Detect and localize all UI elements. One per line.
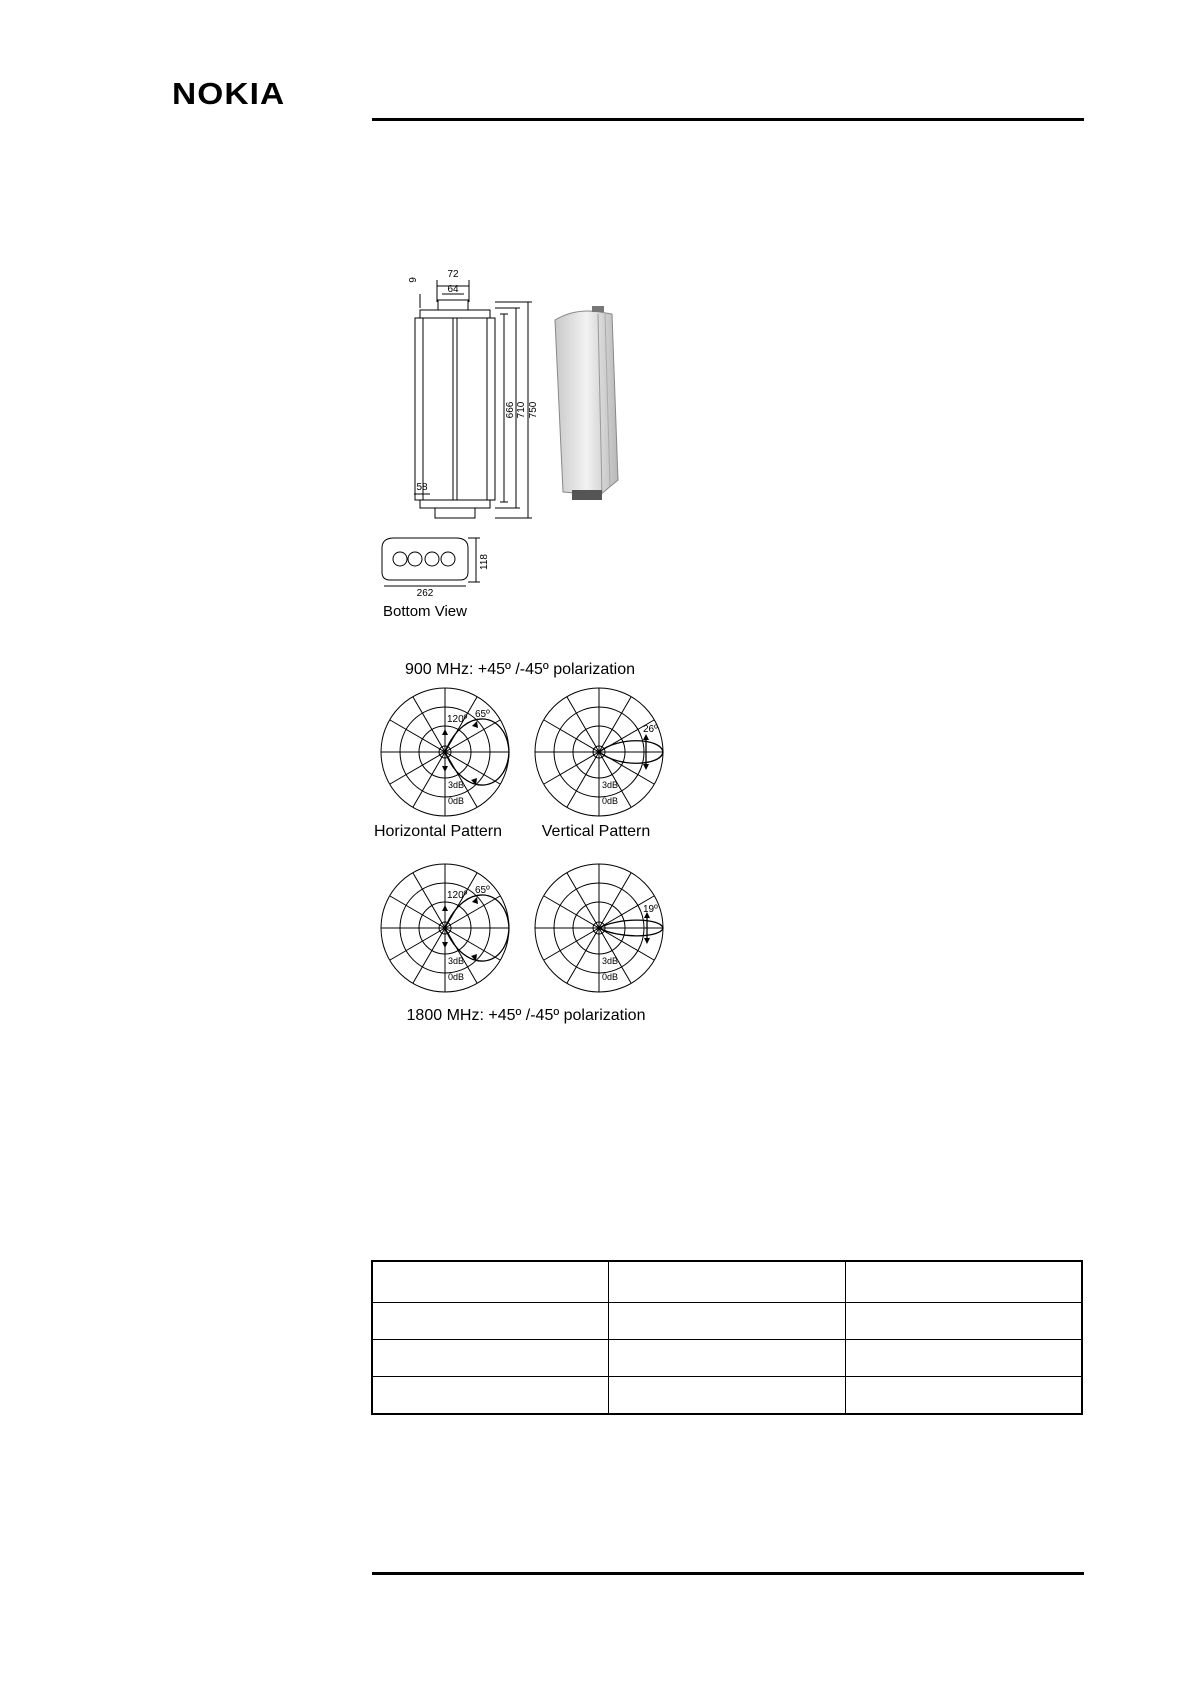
h1800-3db: 3dB [448, 956, 465, 966]
table-cell [609, 1303, 846, 1340]
h1800-angle-a: 120º [447, 890, 468, 901]
caption-1800mhz: 1800 MHz: +45º /-45º polarization [406, 1007, 646, 1024]
v1800-angle: 19º [643, 904, 658, 915]
polar-h1800 [381, 864, 509, 992]
footer-rule [372, 1572, 1084, 1575]
h900-0db: 0dB [448, 796, 465, 806]
v1800-3db: 3dB [602, 956, 619, 966]
table-cell [609, 1261, 846, 1303]
vertical-pattern-label: Vertical Pattern [541, 823, 651, 840]
table-cell [845, 1377, 1082, 1415]
table-cell [372, 1340, 609, 1377]
dim-262: 262 [416, 588, 434, 599]
dim-666: 666 [505, 401, 516, 419]
h1800-angle-b: 65º [475, 885, 490, 896]
table-cell [372, 1261, 609, 1303]
nokia-logo: NOKIA [172, 76, 286, 111]
h1800-0db: 0dB [448, 972, 465, 982]
dim-58: 58 [416, 482, 428, 493]
table-row [372, 1340, 1082, 1377]
h900-angle-a: 120º [447, 714, 468, 725]
h900-angle-b: 65º [475, 709, 490, 720]
horizontal-pattern-label: Horizontal Pattern [373, 823, 503, 840]
table-cell [845, 1303, 1082, 1340]
antenna-photo [555, 306, 618, 500]
bottom-view-label: Bottom View [383, 603, 467, 620]
table-row [372, 1261, 1082, 1303]
table-cell [372, 1303, 609, 1340]
dim-72: 72 [447, 269, 459, 280]
dim-9: 9 [408, 277, 419, 283]
v900-3db: 3dB [602, 780, 619, 790]
dim-750: 750 [528, 401, 539, 419]
v900-angle: 26º [643, 724, 658, 735]
spec-table [371, 1260, 1083, 1415]
antenna-figure [360, 250, 680, 1030]
table-cell [845, 1340, 1082, 1377]
dim-710: 710 [516, 401, 527, 419]
dim-64: 64 [447, 284, 459, 295]
table-cell [609, 1377, 846, 1415]
table-cell [845, 1261, 1082, 1303]
v900-0db: 0dB [602, 796, 619, 806]
polar-h900 [381, 688, 509, 816]
dim-118: 118 [479, 554, 490, 570]
table-cell [609, 1340, 846, 1377]
h900-3db: 3dB [448, 780, 465, 790]
front-view-drawing [415, 280, 532, 518]
table-row [372, 1303, 1082, 1340]
header-rule [372, 118, 1084, 121]
v1800-0db: 0dB [602, 972, 619, 982]
table-cell [372, 1377, 609, 1415]
polar-v900 [535, 688, 663, 816]
polar-v1800 [535, 864, 663, 992]
table-row [372, 1377, 1082, 1415]
caption-900mhz: 900 MHz: +45º /-45º polarization [404, 661, 636, 678]
